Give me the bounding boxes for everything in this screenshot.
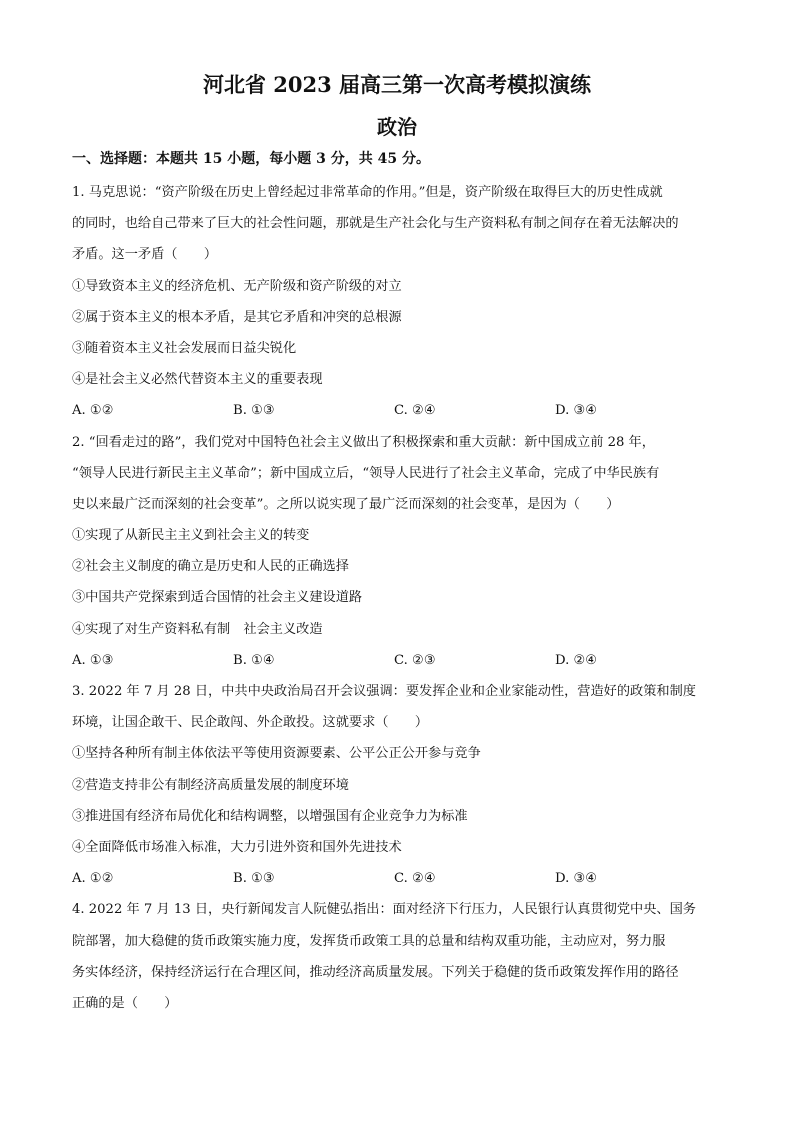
option-a: A. ①② [72,403,114,419]
statement-item: ③推进国有经济布局优化和结构调整，以增强国有企业竞争力为标准 [72,808,468,824]
exam-title: 河北省 2023 届高三第一次高考模拟演练 [202,72,592,97]
section-heading: 一、选择题：本题共 15 小题，每小题 3 分，共 45 分。 [72,151,430,167]
statement-item: ④全面降低市场准入标准，大力引进外资和国外先进技术 [72,839,402,855]
question-stem-line: “领导人民进行新民主主义革命”；新中国成立后，“领导人民进行了社会主义革命，完成了中华民族有 [72,465,660,481]
option-c: C. ②③ [394,652,436,668]
question-1 [72,177,724,427]
option-a: A. ①③ [72,652,114,668]
question-stem-line: 正确的是（ ） [72,995,178,1011]
option-a: A. ①② [72,871,114,887]
statement-item: ①坚持各种所有制主体依法平等使用资源要素、公平公正公开参与竞争 [72,746,481,762]
question-stem-line: 2. “回看走过的路”，我们党对中国特色社会主义做出了积极探索和重大贡献：新中国成立前 28 年， [72,434,655,450]
question-stem-line: 务实体经济，保持经济运行在合理区间，推动经济高质量发展。下列关于稳健的货币政策发挥作用的路径 [72,964,679,980]
question-stem-line: 院部署，加大稳健的货币政策实施力度，发挥货币政策工具的总量和结构双重功能，主动应对，努力服 [72,933,666,949]
statement-item: ③中国共产党探索到适合国情的社会主义建设道路 [72,590,363,606]
statement-item: ②营造支持非公有制经济高质量发展的制度环境 [72,777,349,793]
statement-item: ①导致资本主义的经济危机、无产阶级和资产阶级的对立 [72,278,402,294]
option-b: B. ①③ [233,871,275,887]
statement-item: ②社会主义制度的确立是历史和人民的正确选择 [72,559,349,575]
option-c: C. ②④ [394,403,436,419]
option-d: D. ②④ [555,652,598,668]
option-d: D. ③④ [555,871,598,887]
statement-item: ④实现了对生产资料私有制 社会主义改造 [72,621,323,637]
statement-item: ④是社会主义必然代替资本主义的重要表现 [72,372,323,388]
statement-item: ②属于资本主义的根本矛盾，是其它矛盾和冲突的总根源 [72,309,402,325]
statement-item: ①实现了从新民主主义到社会主义的转变 [72,528,310,544]
option-b: B. ①③ [233,403,275,419]
question-stem-line: 矛盾。这一矛盾（ ） [72,247,218,263]
question-4 [72,894,724,1019]
question-3 [72,676,724,894]
option-d: D. ③④ [555,403,598,419]
question-2 [72,427,724,677]
option-b: B. ①④ [233,652,275,668]
statement-item: ③随着资本主义社会发展而日益尖锐化 [72,340,297,356]
exam-content [72,148,724,1019]
question-stem-line: 的同时，也给自己带来了巨大的社会性问题，那就是生产社会化与生产资料私有制之间存在着无法解决的 [72,216,679,232]
answer-options [72,395,724,426]
exam-subject: 政治 [377,115,417,139]
question-stem-line: 史以来最广泛而深刻的社会变革”。之所以说实现了最广泛而深刻的社会变革，是因为（ ） [72,496,620,512]
answer-options [72,645,724,676]
question-stem-line: 3. 2022 年 7 月 28 日，中共中央政治局召开会议强调：要发挥企业和企业家能动性，营造好的政策和制度 [72,684,696,699]
question-stem-line: 环境，让国企敢干、民企敢闯、外企敢投。这就要求（ ） [72,715,429,731]
question-stem-line: 1. 马克思说：“资产阶级在历史上曾经起过非常革命的作用。”但是，资产阶级在取得巨大的历史性成就 [72,185,663,200]
option-c: C. ②④ [394,871,436,887]
answer-options [72,863,724,894]
question-stem-line: 4. 2022 年 7 月 13 日，央行新闻发言人阮健弘指出：面对经济下行压力，人民银行认真贯彻党中央、国务 [72,902,696,918]
